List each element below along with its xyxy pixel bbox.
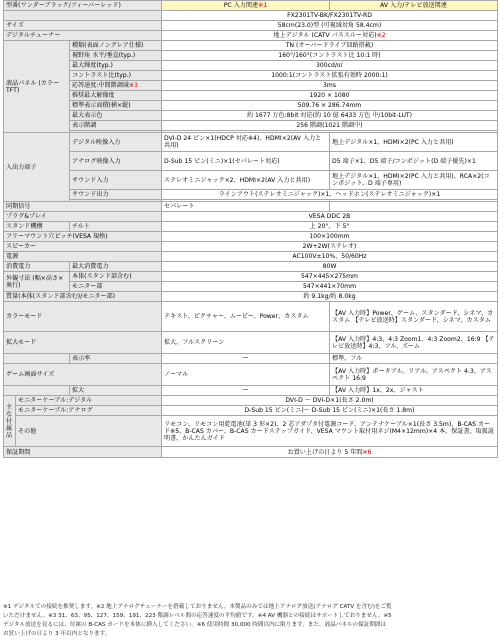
sync-value: セパレート — [162, 202, 330, 212]
contrast-label: コントラスト比(typ.) — [70, 71, 162, 81]
io-ports-label: 入出力端子 — [4, 133, 70, 202]
max-colors-label: 最大表示色 — [70, 111, 162, 121]
expand-pc: ー — [162, 386, 330, 396]
cable-digital-label: モニターケーブル:デジタル — [16, 396, 162, 406]
footnote-line: いただけません。※3 31、63、95、127、159、191、223 階調レベル間の応答速度の平均値です。※4 AV 機器との接続はサポートしておりません。※5 — [3, 613, 392, 619]
tilt-label: チルト — [70, 222, 162, 232]
dim-monitor-label: モニター部 — [70, 282, 162, 292]
contrast-value: 1000:1(コントラスト拡張有効時 2000:1) — [162, 71, 498, 81]
av-column-header: AV 入力/テレビ放送関連 — [330, 1, 498, 11]
vesa-value: 100×100mm — [162, 232, 498, 242]
brightness-value: 300cd/㎡ — [162, 61, 498, 71]
view-angle-label: 視野角 水平/垂直(typ.) — [70, 51, 162, 61]
digital-input-label: デジタル映像入力 — [70, 133, 162, 152]
panel-type-value: TN (オーバードライブ回路搭載) — [162, 41, 498, 51]
brightness-label: 最大輝度(typ.) — [70, 61, 162, 71]
resolution-label: 推奨最大解像度 — [70, 91, 162, 101]
cable-digital-value: DVI-D ～ DVI-D×1(長さ 2.0m) — [162, 396, 498, 406]
sound-input-label: サウンド入力 — [70, 171, 162, 190]
digital-input-pc: DVI-D 24 ピン×1(HDCP 対応※4)、HDMI×2(AV 入力と共用) — [162, 133, 330, 152]
other-accessories-value: リモコン、リモコン用乾電池(単 3 形×2)、2 芯アダプタ付電源コード、アンテナケーブル×1(長さ 3.5m)、B-CAS カード※5、B-CAS カバー、B-CAS カードステップガイド、VESA マウント取付用ネジ(M4×12mm)×4 本、保証書、取扱説明書、かんたんガイド — [162, 416, 498, 447]
gray-levels-label: 表示階調 — [70, 121, 162, 131]
zoom-mode-label: 拡大モード — [4, 332, 162, 354]
color-mode-av: 【AV 入力時】Power、ゲーム、スタンダード、シネマ、カスタム 【テレビ放送時】スタンダード、シネマ、カスタム — [330, 302, 498, 332]
footnote-line: お買い上げの日より 3 年以内となります。 — [3, 631, 111, 637]
sound-output-label: サウンド出力 — [70, 190, 162, 200]
color-mode-pc: テキスト、ピクチャー、ムービー、Power、カスタム — [162, 302, 330, 332]
game-size-av: 【AV 入力時】ポータブル、リアル、アスペクト 4:3、アスペクト 16:9 — [330, 364, 498, 386]
stand-label: スタンド機構 — [4, 222, 70, 232]
power-label: 電源 — [4, 252, 162, 262]
response-value: 3ms — [162, 81, 498, 91]
analog-input-pc: D-Sub 15 ピン(ミニ)×1(セパレート対応) — [162, 152, 330, 171]
tuner-label: デジタルチューナー — [4, 31, 162, 41]
accessories-label: 主な 付属品 — [4, 396, 16, 447]
other-accessories-label: その他 — [16, 416, 162, 447]
speaker-label: スピーカー — [4, 242, 162, 252]
dim-monitor-value: 547×441×70mm — [162, 282, 498, 292]
display-area-label: 標準表示面積(横×縦) — [70, 101, 162, 111]
digital-input-av: 地上デジタル×1、HDMI×2(PC 入力と共用) — [330, 133, 498, 152]
view-angle-value: 160°/160°(コントラスト比 10:1 時) — [162, 51, 498, 61]
cable-analog-label: モニターケーブル:アナログ — [16, 406, 162, 416]
cable-analog-value: D-Sub 15 ピン(ミニ)～ D-Sub 15 ピン(ミニ)×1(長さ 1.8m) — [162, 406, 498, 416]
expand-av: 【AV 入力時】1x、2x、ジャスト — [330, 386, 498, 396]
warranty-label: 保証期間 — [4, 447, 162, 458]
size-label: サイズ — [4, 21, 162, 31]
tuner-value: 地上デジタル (CATV パススルー対応)※2 — [162, 31, 498, 41]
footnotes — [3, 603, 497, 639]
model-value: FX2301TV-BK/FX2301TV-RD — [162, 11, 498, 21]
vesa-label: フリーマウント穴ピッチ(VESA 規格) — [4, 232, 162, 242]
dim-stand-value: 547×445×275mm — [162, 272, 498, 282]
sound-input-pc: ステレオミニジャック×2、HDMI×2(AV 入力と共用) — [162, 171, 330, 190]
resolution-value: 1920 × 1080 — [162, 91, 498, 101]
color-mode-label: カラーモード — [4, 302, 162, 332]
footnote-line: ※1 デジタルでの接続を推奨します。※2 地上アナログチューナーを搭載しておりません。本製品のみでは地上アナログ放送(アナログ CATV を含む)をご覧 — [3, 604, 392, 610]
model-label: 型番(ワンダーブラック/フィーバーレッド) — [4, 1, 162, 11]
consumption-label: 消費電力 — [4, 262, 70, 272]
panel-type-label: 種類(表面ノングレア仕様) — [70, 41, 162, 51]
analog-input-label: アナログ映像入力 — [70, 152, 162, 171]
display-ratio-pc: ー — [162, 354, 330, 364]
max-consumption-label: 最大消費電力 — [70, 262, 162, 272]
footnote-line: デジタル放送を見るには、付属の B-CAS カードを本体に挿入してください。※6 使用時間 30,000 時間以内に限ります。また、液晶パネルの保証期間は — [3, 622, 387, 628]
pc-column-header: PC 入力関連※1 — [162, 1, 330, 11]
max-consumption-value: 80W — [162, 262, 498, 272]
mass-label: 質量(本体(スタンド部含む)/モニター部) — [4, 292, 162, 302]
response-label: 応答速度:中間階調域※3 — [70, 81, 162, 91]
game-size-pc: ノーマル — [162, 364, 330, 386]
mass-value: 約 9.1kg/約 8.0kg — [162, 292, 498, 302]
speaker-value: 2W+2W(ステレオ) — [162, 242, 498, 252]
power-value: AC100V±10%、50/60Hz — [162, 252, 498, 262]
expand-label: 拡大 — [70, 386, 162, 396]
gray-levels-value: 256 階調(1021 階調中) — [162, 121, 498, 131]
lcd-panel-label: 液晶パネル (カラーTFT) — [4, 41, 70, 133]
spec-table — [3, 0, 498, 458]
dimensions-label: 外観寸法 (幅×高さ×奥行) — [4, 272, 70, 292]
sync-label: 同期信号 — [4, 202, 162, 212]
display-ratio-label: 表示率 — [70, 354, 162, 364]
zoom-mode-av: 【AV 入力時】4:3、4:3 Zoom1、4:3 Zoom2、16:9 【テレビ放送時】4:3、フル、ズーム — [330, 332, 498, 354]
sound-output-value: ラインアウト(ステレオミニジャック)×1、ヘッドホン(ステレオミニジャック)×1 — [162, 190, 498, 200]
display-ratio-av: 標準、フル — [330, 354, 498, 364]
size-value: 58cm(23.0)型 (可視域対角 58.4cm) — [162, 21, 498, 31]
analog-input-av: D5 端子×1、D5 端子/コンポジット(D 端子優先)×1 — [330, 152, 498, 171]
dim-stand-label: 本体(スタンド部含む) — [70, 272, 162, 282]
pnp-label: プラグ&プレイ — [4, 212, 162, 222]
sound-input-av: 地上デジタル×1、HDMI×2(PC 入力と共用)、RCA×2(コンポジット、D 端子専用) — [330, 171, 498, 190]
pnp-value: VESA DDC 2B — [162, 212, 498, 222]
tilt-value: 上 20°、下 5° — [162, 222, 498, 232]
max-colors-value: 約 1677 万色:8bit 対応(約 10 億 6433 万色 中/10bit-LUT) — [162, 111, 498, 121]
zoom-mode-pc: 拡大、フルスクリーン — [162, 332, 330, 354]
warranty-value: お買い上げの日より 5 年間※6 — [162, 447, 498, 458]
game-size-label: ゲーム画面サイズ — [4, 364, 162, 386]
display-area-value: 509.76 × 286.74mm — [162, 101, 498, 111]
